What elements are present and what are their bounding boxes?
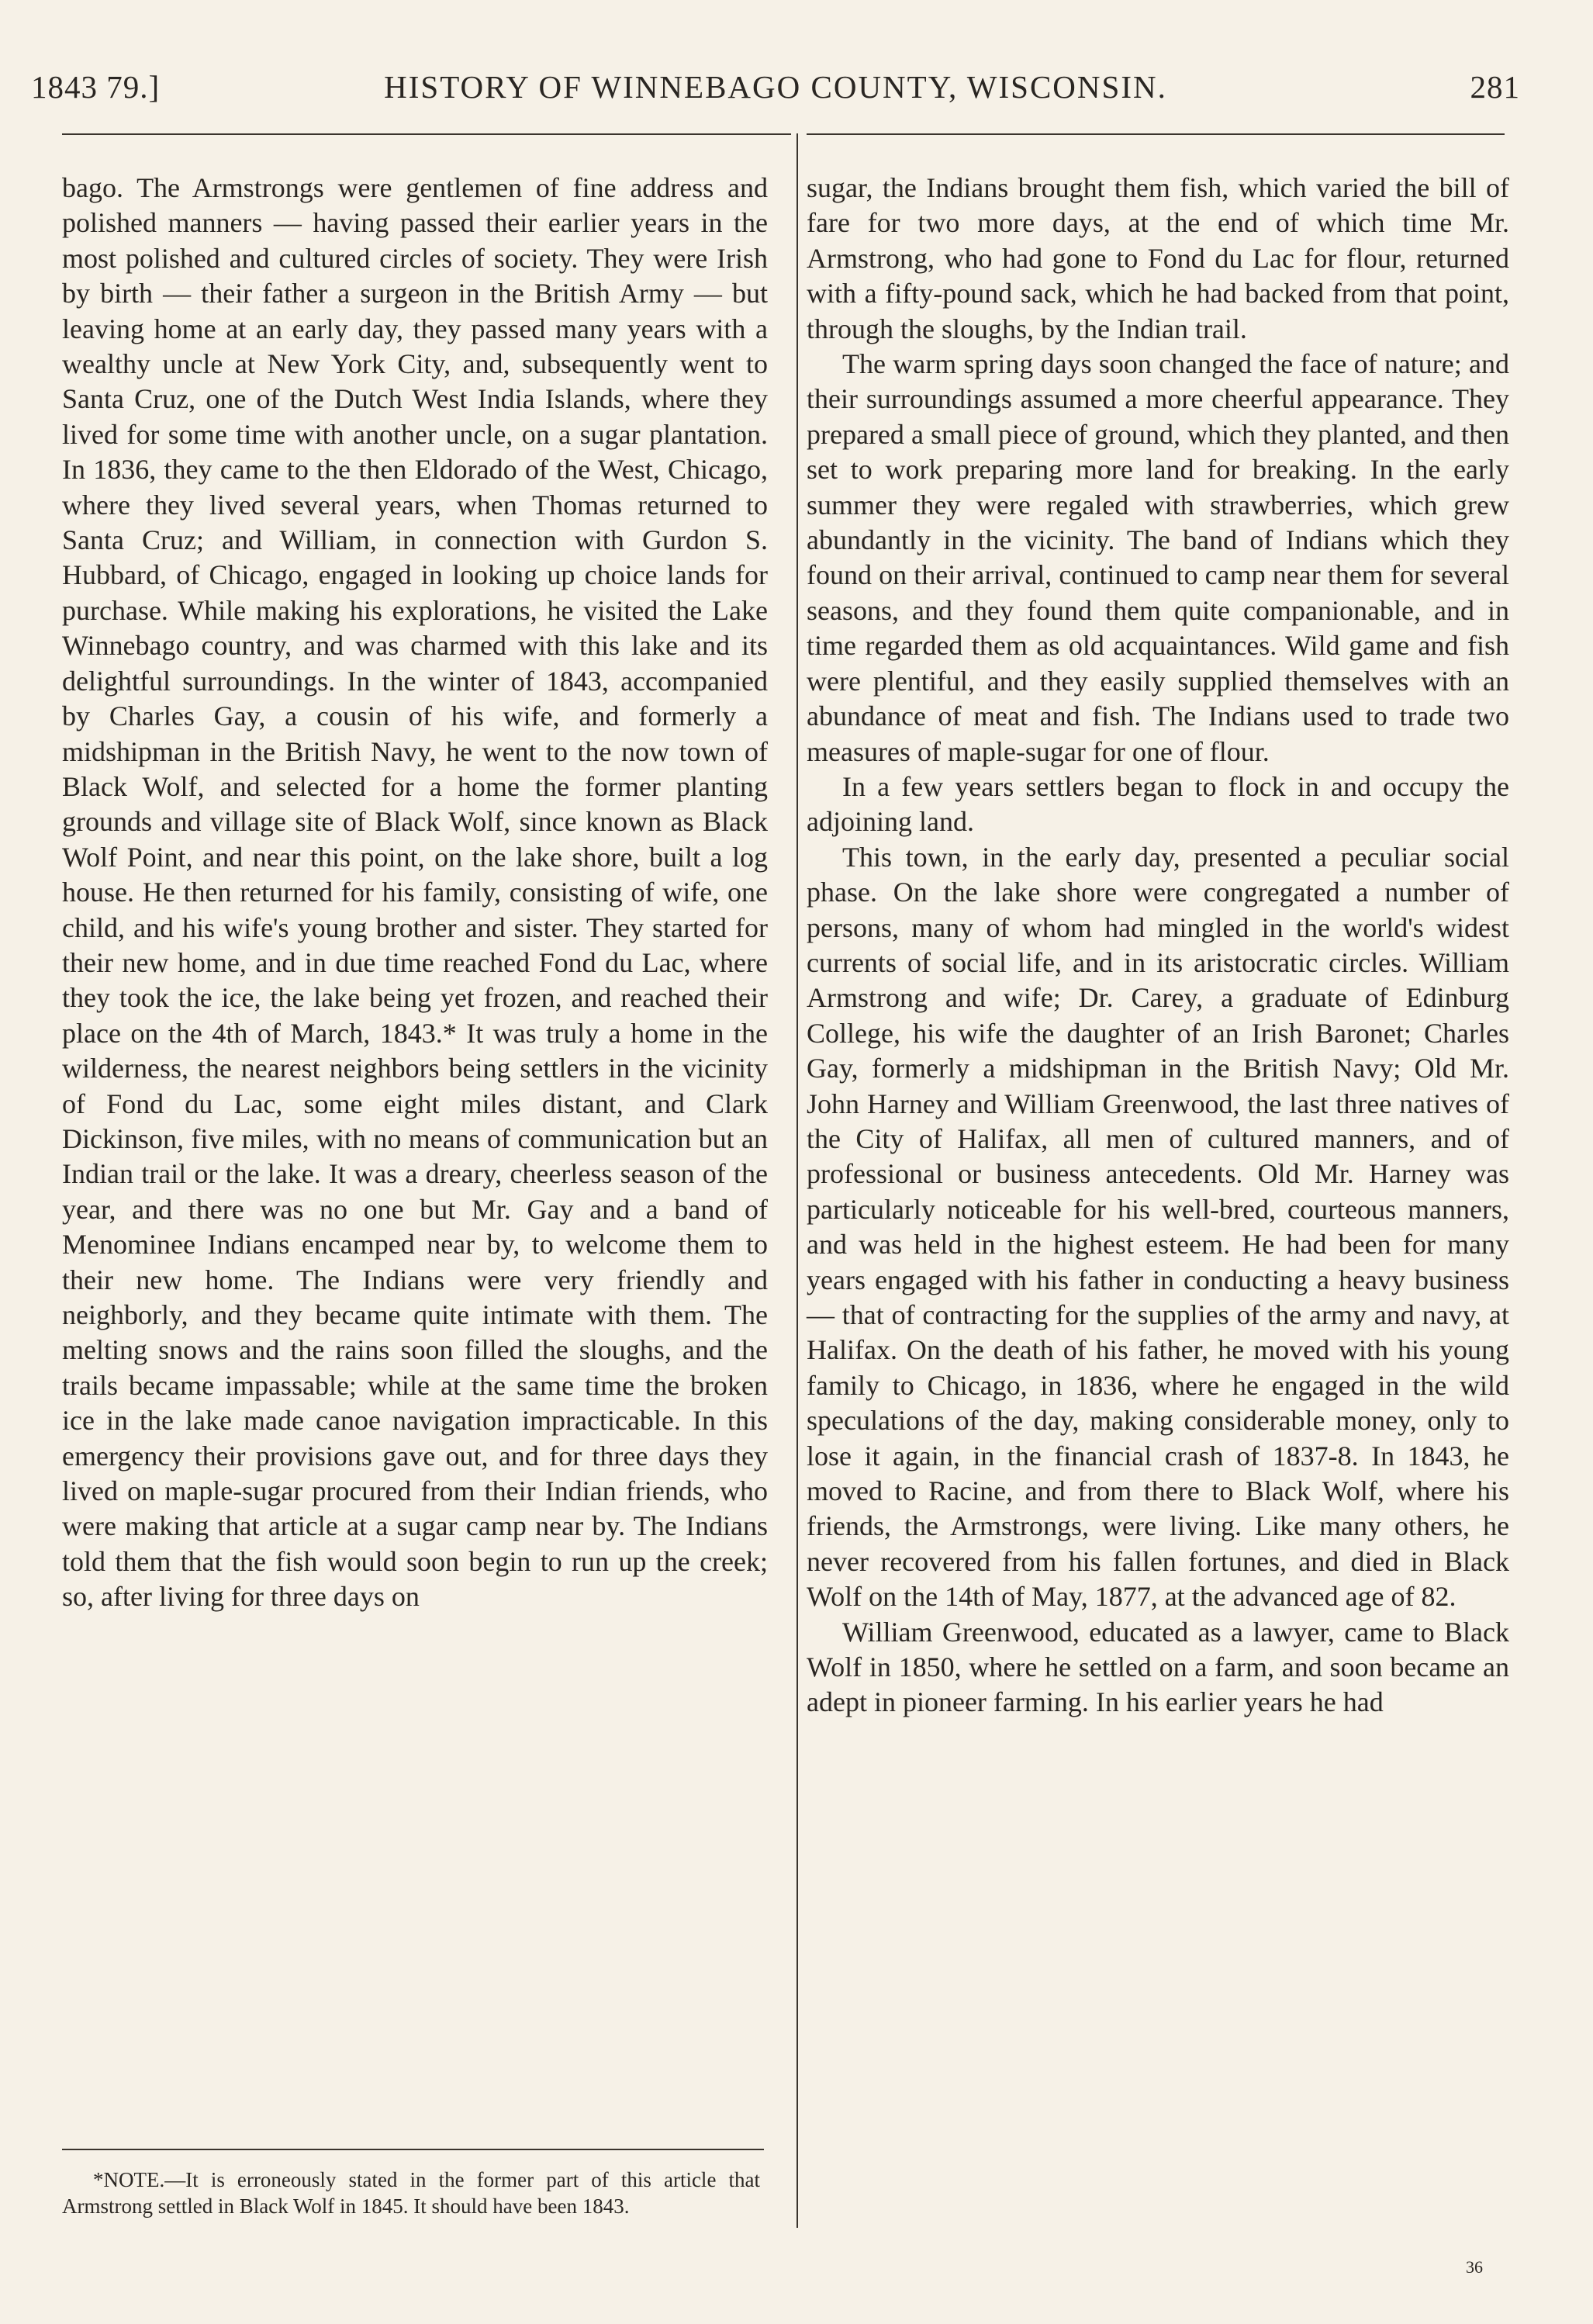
header-rule-right bbox=[807, 133, 1505, 135]
footnote-rule bbox=[62, 2149, 764, 2150]
right-paragraph-2: The warm spring days soon changed the face of nature; and their surroundings assumed a more cheerful appearance. They prepared a small piece of ground, which they planted, and then set to work preparing more land for breaking. In the early summer they were regaled with strawberries, which grew abundantly in the vicinity. The band of Indians which they found on their arrival, continued to camp near them for several seasons, and they found them quite companionable, and in time regarded them as old acquaintances. Wild game and fish were plentiful, and they easily supplied themselves with an abundance of meat and fish. The Indians used to trade two measures of maple-sugar for one of flour. bbox=[807, 348, 1509, 767]
left-paragraph-1: bago. The Armstrongs were gentlemen of fine address and polished manners — having passed their earlier years in the most polished and cultured circles of society. They were Irish by birth — their father a surgeon in the British Army — but leaving home at an early day, they passed many years with a wealthy uncle at New York City, and, subsequently went to Santa Cruz, one of the Dutch West India Islands, where they lived for some time with another uncle, on a sugar plantation. In 1836, they came to the then Eldorado of the West, Chicago, where they lived several years, when Thomas returned to Santa Cruz; and William, in connection with Gurdon S. Hubbard, of Chicago, engaged in looking up choice lands for purchase. While making his explorations, he visited the Lake Winnebago country, and was charmed with this lake and its delightful surroundings. In the winter of 1843, accompanied by Charles Gay, a cousin of his wife, and formerly a midshipman in the British Navy, he went to the now town of Black Wolf, and selected for a home the former planting grounds and village site of Black Wolf, since known as Black Wolf Point, and near this point, on the lake shore, built a log house. He then returned for his family, consisting of wife, one child, and his wife's young brother and sister. They started for their new home, and in due time reached Fond du Lac, where they took the ice, the lake being yet frozen, and reached their place on the 4th of March, 1843.* It was truly a home in the wilderness, the nearest neighbors being settlers in the vicinity of Fond du Lac, some eight miles distant, and Clark Dickinson, five miles, with no means of communication but an Indian trail or the lake. It was a dreary, cheerless season of the year, and there was no one but Mr. Gay and a band of Menominee Indians encamped near by, to welcome them to their new home. The Indians were very friendly and neighborly, and they became quite intimate with them. The melting snows and the rains soon filled the sloughs, and the trails became impassable; while at the same time the broken ice in the lake made canoe navigation impracticable. In this emergency their provisions gave out, and for three days they lived on maple-sugar procured from their Indian friends, who were making that article at a sugar camp near by. The Indians told them that the fish would soon begin to run up the creek; so, after living for three days on bbox=[62, 172, 768, 1613]
right-column bbox=[807, 171, 1509, 1721]
right-paragraph-4: This town, in the early day, presented a peculiar social phase. On the lake shore were congregated a number of persons, many of whom had mingled in the world's widest currents of social life, and in its aristocratic circles. William Armstrong and wife; Dr. Carey, a graduate of Edinburg College, his wife the daughter of an Irish Baronet; Charles Gay, formerly a midshipman in the British Navy; Old Mr. John Harney and William Greenwood, the last three natives of the City of Halifax, all men of cultured manners, and of professional or business antecedents. Old Mr. Harney was particularly noticeable for his well-bred, courteous manners, and was held in the highest esteem. He had been for many years engaged with his father in conducting a heavy business — that of contracting for the supplies of the army and navy, at Halifax. On the death of his father, he moved with his young family to Chicago, in 1836, where he engaged in the wild speculations of the day, making considerable money, only to lose it again, in the financial crash of 1837-8. In 1843, he moved to Racine, and from there to Black Wolf, where his friends, the Armstrongs, were living. Like many others, he never recovered from his fallen fortunes, and died in Black Wolf on the 14th of May, 1877, at the advanced age of 82. bbox=[807, 841, 1509, 1613]
right-paragraph-5: William Greenwood, educated as a lawyer, came to Black Wolf in 1850, where he settled on a farm, and soon became an adept in pioneer farming. In his earlier years he had bbox=[807, 1616, 1509, 1718]
signature-mark: 36 bbox=[1466, 2257, 1483, 2277]
header-rule-left bbox=[62, 133, 791, 135]
footnote bbox=[62, 2167, 760, 2219]
right-paragraph-1: sugar, the Indians brought them fish, which varied the bill of fare for two more days, at the end of which time Mr. Armstrong, who had gone to Fond du Lac for flour, returned with a fifty-pound sack, which he had backed from that point, through the sloughs, by the Indian trail. bbox=[807, 172, 1509, 344]
column-divider bbox=[796, 133, 798, 2228]
running-header bbox=[31, 68, 1520, 115]
footnote-text: *NOTE.—It is erroneously stated in the former part of this article that Armstrong settled in Black Wolf in 1845. It should have been 1843. bbox=[62, 2168, 760, 2218]
header-title: HISTORY OF WINNEBAGO COUNTY, WISCONSIN. bbox=[384, 69, 1167, 105]
left-column bbox=[62, 171, 768, 1615]
right-paragraph-3: In a few years settlers began to flock in and occupy the adjoining land. bbox=[807, 770, 1509, 838]
header-years: 1843 79.] bbox=[31, 69, 161, 105]
page-number: 281 bbox=[1470, 69, 1520, 105]
